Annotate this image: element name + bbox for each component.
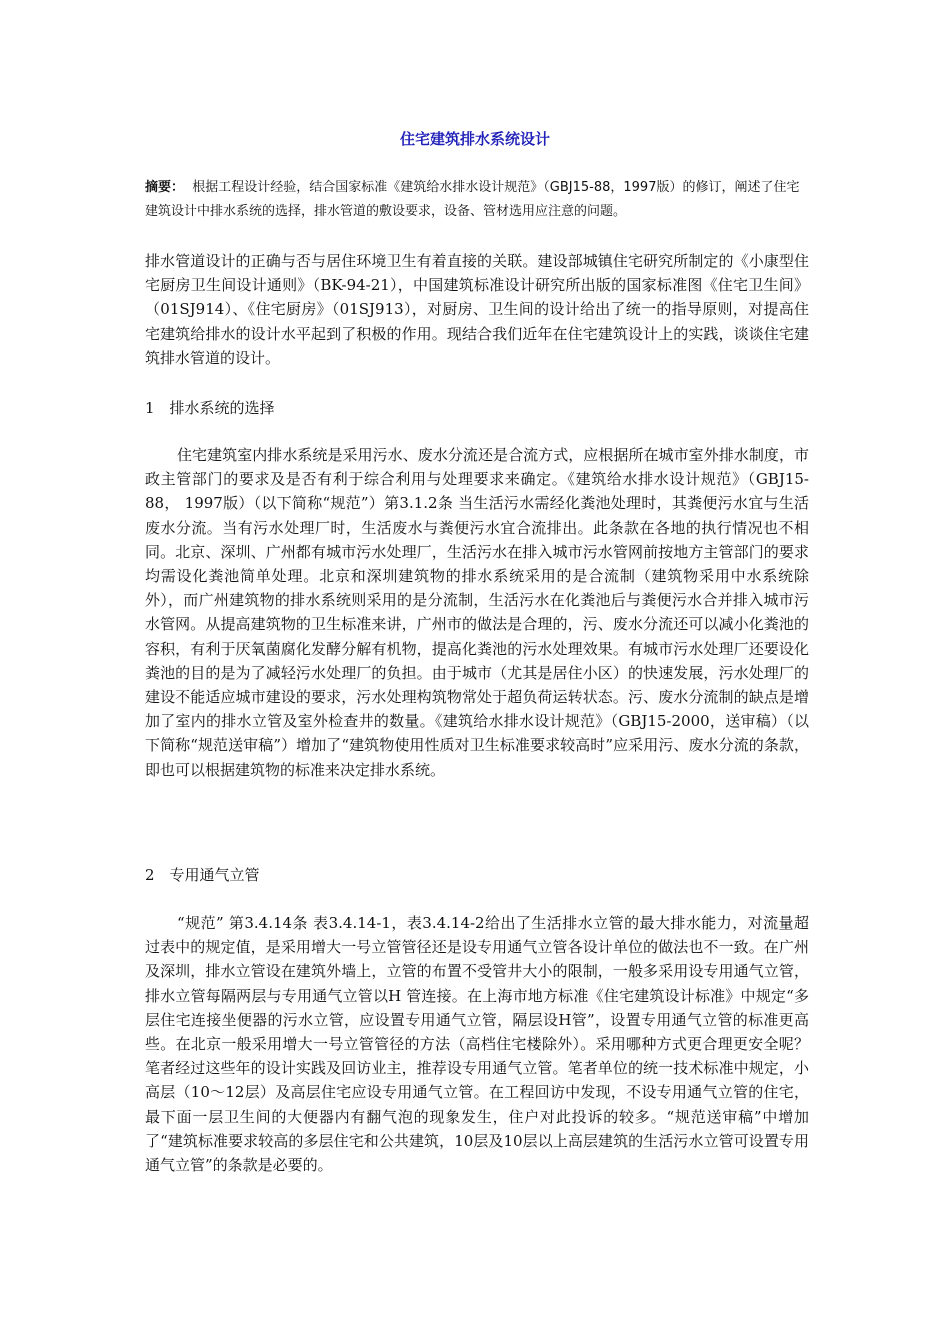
abstract-label: 摘要： xyxy=(145,180,185,195)
section-1-heading: 1 排水系统的选择 xyxy=(145,399,275,417)
abstract xyxy=(145,176,809,224)
section-1-body: 住宅建筑室内排水系统是采用污水、废水分流还是合流方式，应根据所在城市室外排水制度，市政主管部门的要求及是否有利于综合利用与处理要求来确定。《建筑给水排水设计规范》（GBJ15-88， 1997版）（以下简称“规范”）第3.1.2条 当生活污水需经化粪池处理时，其粪便污水宜与生活废水分流。当有污水处理厂时，生活废水与粪便污水宜合流排出。此条款在各地的执行情况也不相同。北京、深圳、广州都有城市污水处理厂，生活污水在排入城市污水管网前按地方主管部门的要求均需设化粪池简单处理。北京和深圳建筑物的排水系统采用的是合流制（建筑物采用中水系统除外），而广州建筑物的排水系统则采用的是分流制，生活污水在化粪池后与粪便污水合并排入城市污水管网。从提高建筑物的卫生标准来讲，广州市的做法是合理的，污、废水分流还可以减小化粪池的容积，有利于厌氧菌腐化发酵分解有机物，提高化粪池的污水处理效果。有城市污水处理厂还要设化粪池的目的是为了减轻污水处理厂的负担。由于城市（尤其是居住小区）的快速发展，污水处理厂的建设不能适应城市建设的要求，污水处理构筑物常处于超负荷运转状态。污、废水分流制的缺点是增加了室内的排水立管及室外检查井的数量。《建筑给水排水设计规范》（GBJ15-2000，送审稿）（以下简称“规范送审稿”）增加了“建筑物使用性质对卫生标准要求较高时”应采用污、废水分流的条款，即也可以根据建筑物的标准来决定排水系统。 xyxy=(145,446,809,779)
document-title: 住宅建筑排水系统设计 xyxy=(399,130,550,148)
abstract-text: 根据工程设计经验，结合国家标准《建筑给水排水设计规范》（GBJ15-88，1997版）的修订，阐述了住宅建筑设计中排水系统的选择，排水管道的敷设要求，设备、管材选用应注意的问题。 xyxy=(145,180,800,219)
section-2-body: “规范” 第3.4.14条 表3.4.14-1，表3.4.14-2给出了生活排水立管的最大排水能力，对流量超过表中的规定值，是采用增大一号立管管径还是设专用通气立管各设计单位的做法也不一致。在广州及深圳，排水立管设在建筑外墙上，立管的布置不受管井大小的限制，一般多采用设专用通气立管，排水立管每隔两层与专用通气立管以H 管连接。在上海市地方标准《住宅建筑设计标准》中规定“多层住宅连接坐便器的污水立管，应设置专用通气立管，隔层设H管”，设置专用通气立管的标准更高些。在北京一般采用增大一号立管管径的方法（高档住宅楼除外）。采用哪种方式更合理更安全呢？笔者经过这些年的设计实践及回访业主，推荐设专用通气立管。笔者单位的统一技术标准中规定，小高层（10～12层）及高层住宅应设专用通气立管。在工程回访中发现，不设专用通气立管的住宅，最下面一层卫生间的大便器内有翻气泡的现象发生，住户对此投诉的较多。“规范送审稿”中增加了“建筑标准要求较高的多层住宅和公共建筑，10层及10层以上高层建筑的生活污水立管可设置专用通气立管”的条款是必要的。 xyxy=(145,914,809,1175)
intro-paragraph: 排水管道设计的正确与否与居住环境卫生有着直接的关联。建设部城镇住宅研究所制定的《小康型住宅厨房卫生间设计通则》（BK-94-21），中国建筑标准设计研究所出版的国家标准图《住宅卫生间》（01SJ914）、《住宅厨房》（01SJ913），对厨房、卫生间的设计给出了统一的指导原则，对提高住宅建筑给排水的设计水平起到了积极的作用。现结合我们近年在住宅建筑设计上的实践，谈谈住宅建筑排水管道的设计。 xyxy=(145,252,809,367)
section-2-heading: 2 专用通气立管 xyxy=(145,866,260,884)
